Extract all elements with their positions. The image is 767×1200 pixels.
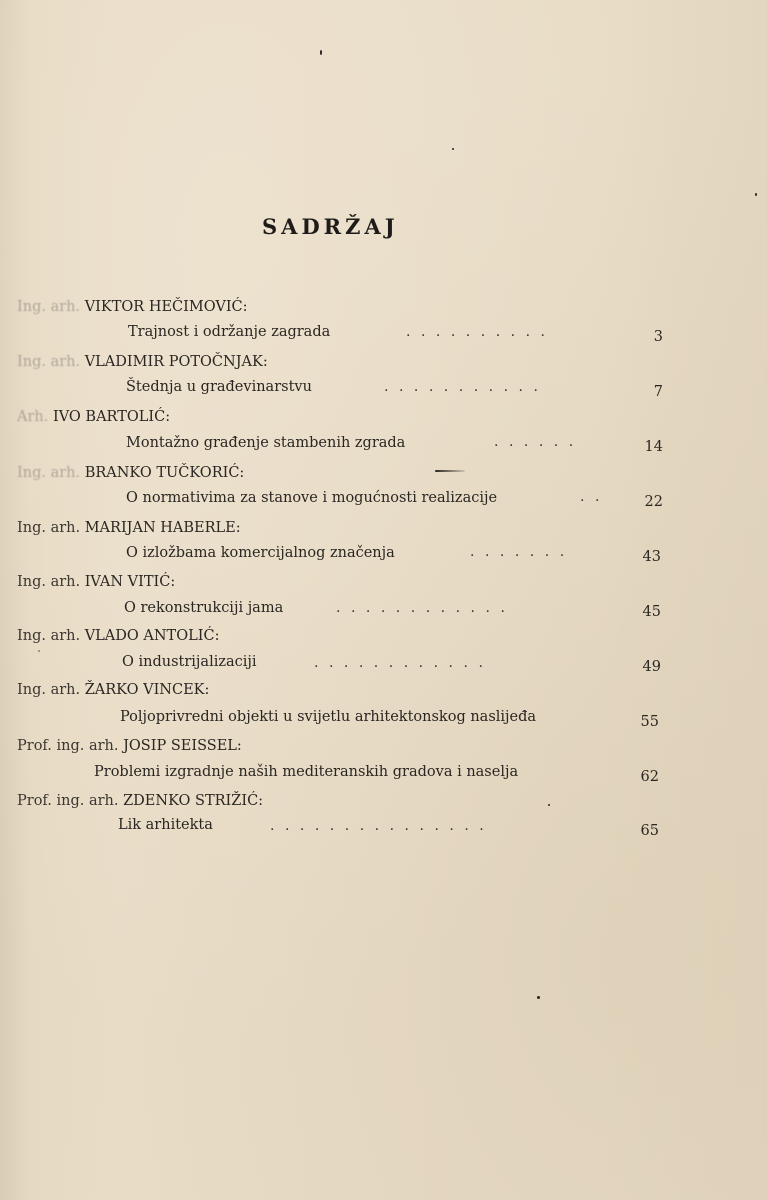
toc-author-line (17, 628, 219, 644)
dot-leader: ....... (470, 544, 575, 560)
toc-page-number: 65 (640, 823, 659, 839)
toc-author-line (17, 354, 268, 370)
scan-speck (320, 50, 322, 55)
author-title-prefix: Ing. arh. (17, 354, 81, 370)
toc-author-line (17, 520, 241, 536)
toc-author-line (17, 793, 263, 809)
scan-speck (537, 996, 540, 999)
toc-article-title: Montažno građenje stambenih zgrada (126, 435, 406, 451)
toc-author-line (17, 682, 209, 698)
author-name: VIKTOR HEČIMOVIĆ: (84, 299, 248, 315)
toc-article-title: O normativima za stanove i mogućnosti realizacije (126, 490, 498, 506)
toc-article-title: O rekonstrukciji jama (124, 600, 284, 616)
toc-author-line (17, 738, 242, 754)
toc-author-line (17, 574, 175, 590)
dot-leader: ............ (336, 600, 516, 616)
author-title-prefix: Prof. ing. arh. (17, 793, 119, 809)
dot-leader: ............... (270, 818, 495, 834)
toc-page-number: 14 (644, 439, 663, 455)
dot-leader: .......... (406, 324, 556, 340)
toc-page-number: 22 (644, 494, 663, 510)
toc-page-number: 43 (642, 549, 661, 565)
toc-page-number: 62 (640, 769, 659, 785)
author-title-prefix: Ing. arh. (17, 520, 81, 536)
author-title-prefix: Ing. arh. (17, 574, 81, 590)
toc-article-title: Trajnost i održanje zagrada (128, 324, 331, 340)
toc-article-title: O izložbama komercijalnog značenja (126, 545, 395, 561)
dot-leader: ........... (384, 379, 549, 395)
toc-page-number: 7 (653, 384, 663, 400)
author-name: JOSIP SEISSEL: (123, 738, 242, 754)
toc-article-title: O industrijalizaciji (122, 654, 257, 670)
toc-author-line (17, 409, 170, 425)
author-title-prefix: Ing. arh. (17, 465, 81, 481)
toc-title: SADRŽAJ (262, 214, 399, 239)
scan-speck (548, 804, 550, 806)
toc-page-number: 3 (653, 329, 663, 345)
author-title-prefix: Prof. ing. arh. (17, 738, 119, 754)
toc-author-line (17, 465, 244, 481)
toc-article-title: Štednja u građevinarstvu (126, 379, 312, 395)
author-name: VLADIMIR POTOČNJAK: (84, 354, 268, 370)
toc-page-number: 45 (642, 604, 661, 620)
author-name: IVAN VITIĆ: (84, 574, 176, 590)
toc-page-number: 49 (642, 659, 661, 675)
toc-article-title: Poljoprivredni objekti u svijetlu arhitektonskog naslijeđa (120, 709, 537, 725)
toc-article-title: Lik arhitekta (118, 817, 213, 833)
author-name: VLADO ANTOLIĆ: (84, 628, 220, 644)
scan-smear (435, 470, 465, 472)
author-name: ŽARKO VINCEK: (84, 682, 210, 698)
scan-speck (755, 193, 757, 196)
author-title-prefix: Arh. (17, 409, 49, 425)
author-title-prefix: Ing. arh. (17, 628, 81, 644)
toc-article-title: Problemi izgradnje naših mediteranskih gradova i naselja (94, 764, 519, 780)
author-title-prefix: Ing. arh. (17, 299, 81, 315)
dot-leader: ...... (494, 434, 584, 450)
scan-speck (452, 148, 454, 150)
author-name: IVO BARTOLIĆ: (52, 409, 171, 425)
author-name: BRANKO TUČKORIĆ: (84, 465, 245, 481)
author-name: ZDENKO STRIŽIĆ: (123, 793, 264, 809)
toc-page-number: 55 (640, 714, 659, 730)
dot-leader: ............ (314, 655, 494, 671)
toc-author-line (17, 299, 248, 315)
dot-leader: .. (580, 489, 610, 505)
author-title-prefix: Ing. arh. (17, 682, 81, 698)
scan-speck (38, 650, 40, 652)
author-name: MARIJAN HABERLE: (84, 520, 241, 536)
